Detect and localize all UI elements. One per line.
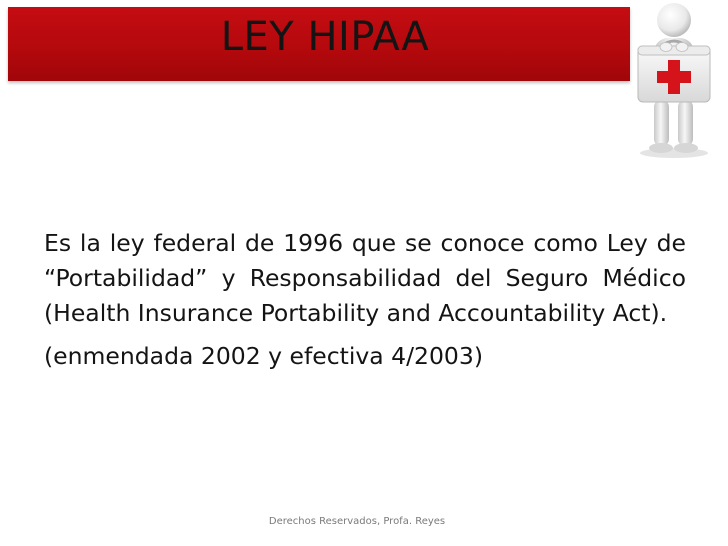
footer bbox=[0, 516, 728, 527]
body-paragraph-definition: Es la ley federal de 1996 que se conoce como Ley de “Portabilidad” y Responsabilidad del Seguro Médico (Health Insurance Portability and Accountability Act). bbox=[44, 229, 686, 327]
body-paragraph-amendment: (enmendada 2002 y efectiva 4/2003) bbox=[44, 342, 483, 370]
first-aid-figure-icon bbox=[624, 0, 724, 160]
slide-title: LEY HIPAA bbox=[220, 14, 430, 60]
footer-copyright: Derechos Reservados, Profa. Reyes bbox=[268, 516, 446, 527]
body-content bbox=[44, 226, 686, 374]
